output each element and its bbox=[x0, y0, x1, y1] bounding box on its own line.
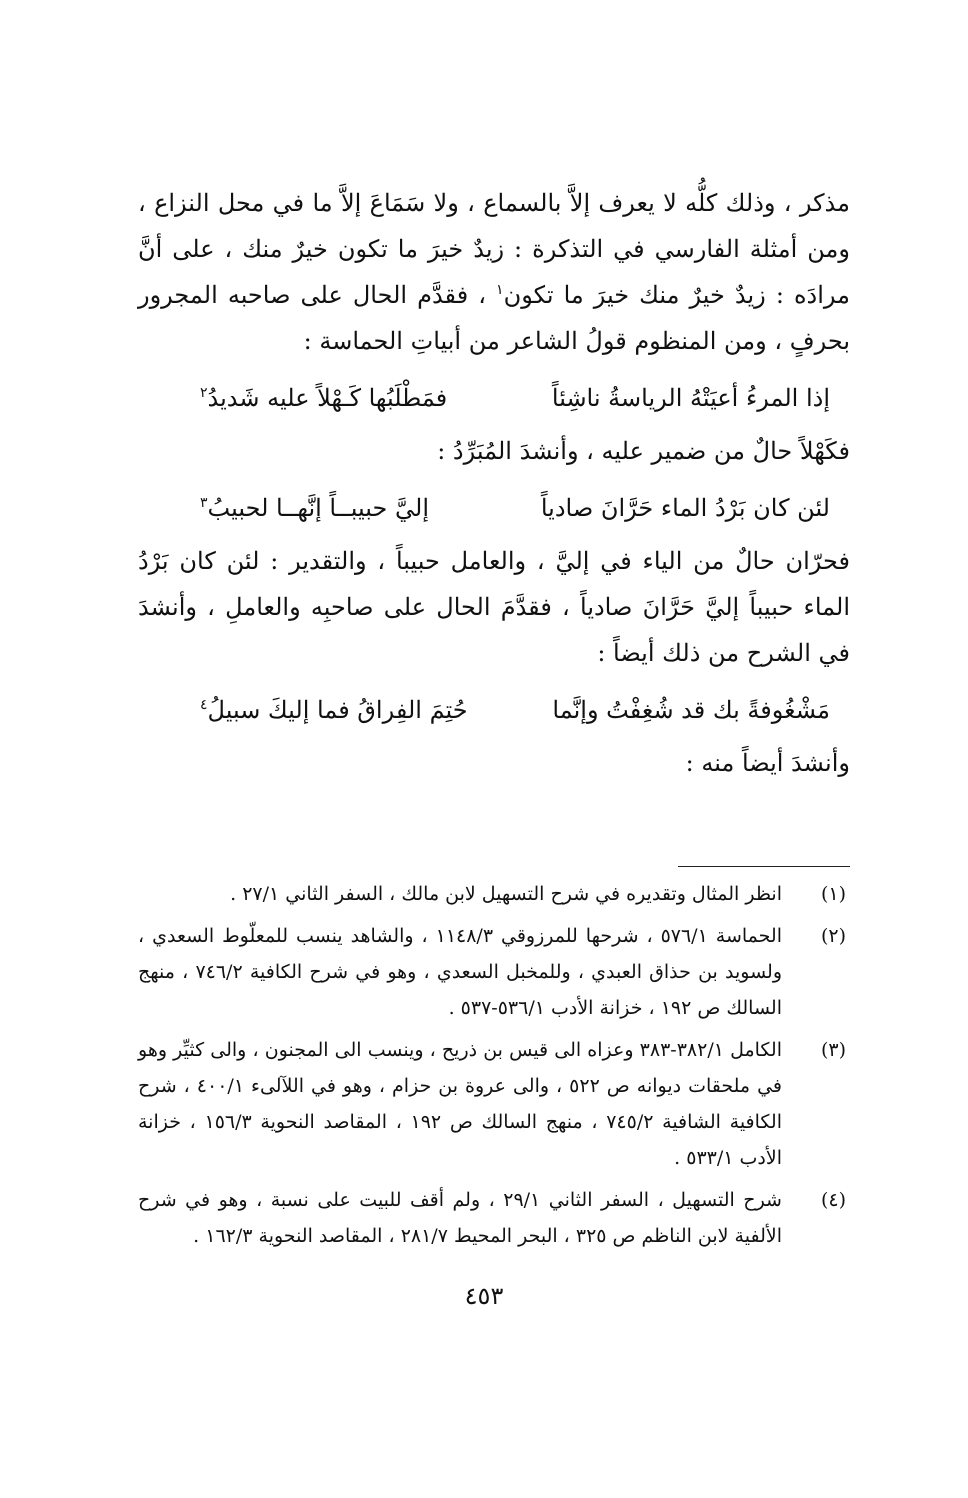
verse-3 bbox=[200, 688, 830, 732]
page-number: ٤٥٣ bbox=[464, 1282, 504, 1310]
verse-3-second-hemistich bbox=[200, 688, 468, 732]
paragraph-4: وأنشدَ أيضاً منه : bbox=[685, 749, 850, 777]
paragraph-1-text: مذكر ، وذلك كلُّه لا يعرف إلاَّ بالسماع ، ولا سَمَاعَ إلاَّ ما في محل النزاع ، ومن أمثلة الفارسي في التذكرة : زيدٌ خيرَ ما تكون خيرٌ منك ، على أنَّ مرادَه : زيدٌ خيرٌ منك خيرَ ما تكون bbox=[138, 189, 850, 309]
footnote-separator bbox=[678, 866, 850, 867]
verse-1-first-hemistich: إذا المرءُ أعيَتْهُ الرياسةُ ناشِئاً bbox=[551, 384, 830, 412]
footnote-text: الكامل ٣٨٢/١-٣٨٣ وعزاه الى قيس بن ذريح ، وينسب الى المجنون ، والى كثيِّر وهو في ملحقات ديوانه ص ٥٢٢ ، والى عروة بن حزام ، وهو في اللآلىء ٤٠٠/١ ، شرح الكافية الشافية ٧٤٥/٢ ، منهج السالك ص ١٩٢ ، المقاصد النحوية ١٥٦/٣ ، خزانة الأدب ٥٣٣/١ . bbox=[138, 1039, 782, 1169]
paragraph-1 bbox=[138, 180, 850, 364]
footnote-ref-1: ١ bbox=[496, 282, 504, 298]
footnote-1 bbox=[138, 876, 850, 912]
footnote-ref-2: ٢ bbox=[200, 385, 208, 401]
footnotes bbox=[138, 876, 850, 1260]
verse-2-first-hemistich: لئن كان بَرْدُ الماء حَرَّانَ صادياً bbox=[540, 494, 830, 522]
footnote-2 bbox=[138, 918, 850, 1026]
footnote-3 bbox=[138, 1032, 850, 1176]
verse-1-second-text: فمَطْلَبُها كَـهْلاً عليه شَديدُ bbox=[207, 384, 448, 412]
footnote-ref-3: ٣ bbox=[200, 495, 208, 511]
footnote-4 bbox=[138, 1182, 850, 1254]
footnote-number: (١) bbox=[820, 883, 846, 905]
paragraph-2: فكَهْلاً حالٌ من ضمير عليه ، وأنشدَ المُبَرِّدُ : bbox=[437, 437, 850, 465]
paragraph-1-tail: ، فقدَّم الحال على صاحبه المجرور بحرفٍ ، ومن المنظوم قولُ الشاعر من أبياتِ الحماسة : bbox=[138, 281, 850, 355]
footnote-ref-4: ٤ bbox=[200, 697, 208, 713]
verse-2-second-hemistich bbox=[200, 486, 429, 530]
verse-3-second-text: حُتِمَ الفِراقُ فما إليكَ سبيلُ bbox=[207, 696, 468, 724]
verse-1-second-hemistich bbox=[200, 376, 447, 420]
verse-2-second-text: إليَّ حبيبــاً إنَّهــا لحبيبُ bbox=[207, 494, 429, 522]
paragraph-3: فحرّان حالٌ من الياء في إليَّ ، والعامل حبيباً ، والتقدير : لئن كان بَرْدُ الماء حبيباً إليَّ حَرَّانَ صادياً ، فقدَّمَ الحال على صاحبِه والعاملِ ، وأنشدَ في الشرح من ذلك أيضاً : bbox=[138, 547, 850, 667]
footnote-text: انظر المثال وتقديره في شرح التسهيل لابن مالك ، السفر الثاني ٢٧/١ . bbox=[230, 883, 782, 905]
footnote-text: شرح التسهيل ، السفر الثاني ٢٩/١ ، ولم أقف للبيت على نسبة ، وهو في شرح الألفية لابن الناظم ص ٣٢٥ ، البحر المحيط ٢٨١/٧ ، المقاصد النحوية ١٦٢/٣ . bbox=[138, 1189, 782, 1247]
verse-1 bbox=[200, 376, 830, 420]
footnote-number: (٢) bbox=[820, 925, 846, 947]
verse-2 bbox=[200, 486, 830, 530]
verse-3-first-hemistich: مَشْغُوفةً بك قد شُغِفْتُ وإنَّما bbox=[552, 696, 830, 724]
footnote-number: (٤) bbox=[820, 1189, 846, 1211]
footnote-number: (٣) bbox=[820, 1039, 846, 1061]
footnote-text: الحماسة ٥٧٦/١ ، شرحها للمرزوقي ١١٤٨/٣ ، والشاهد ينسب للمعلّوط السعدي ، ولسويد بن حذاق العبدي ، وللمخبل السعدي ، وهو في شرح الكافية ٧٤٦/٢ ، منهج السالك ص ١٩٢ ، خزانة الأدب ٥٣٦/١-٥٣٧ . bbox=[138, 925, 782, 1019]
main-text bbox=[138, 180, 850, 786]
